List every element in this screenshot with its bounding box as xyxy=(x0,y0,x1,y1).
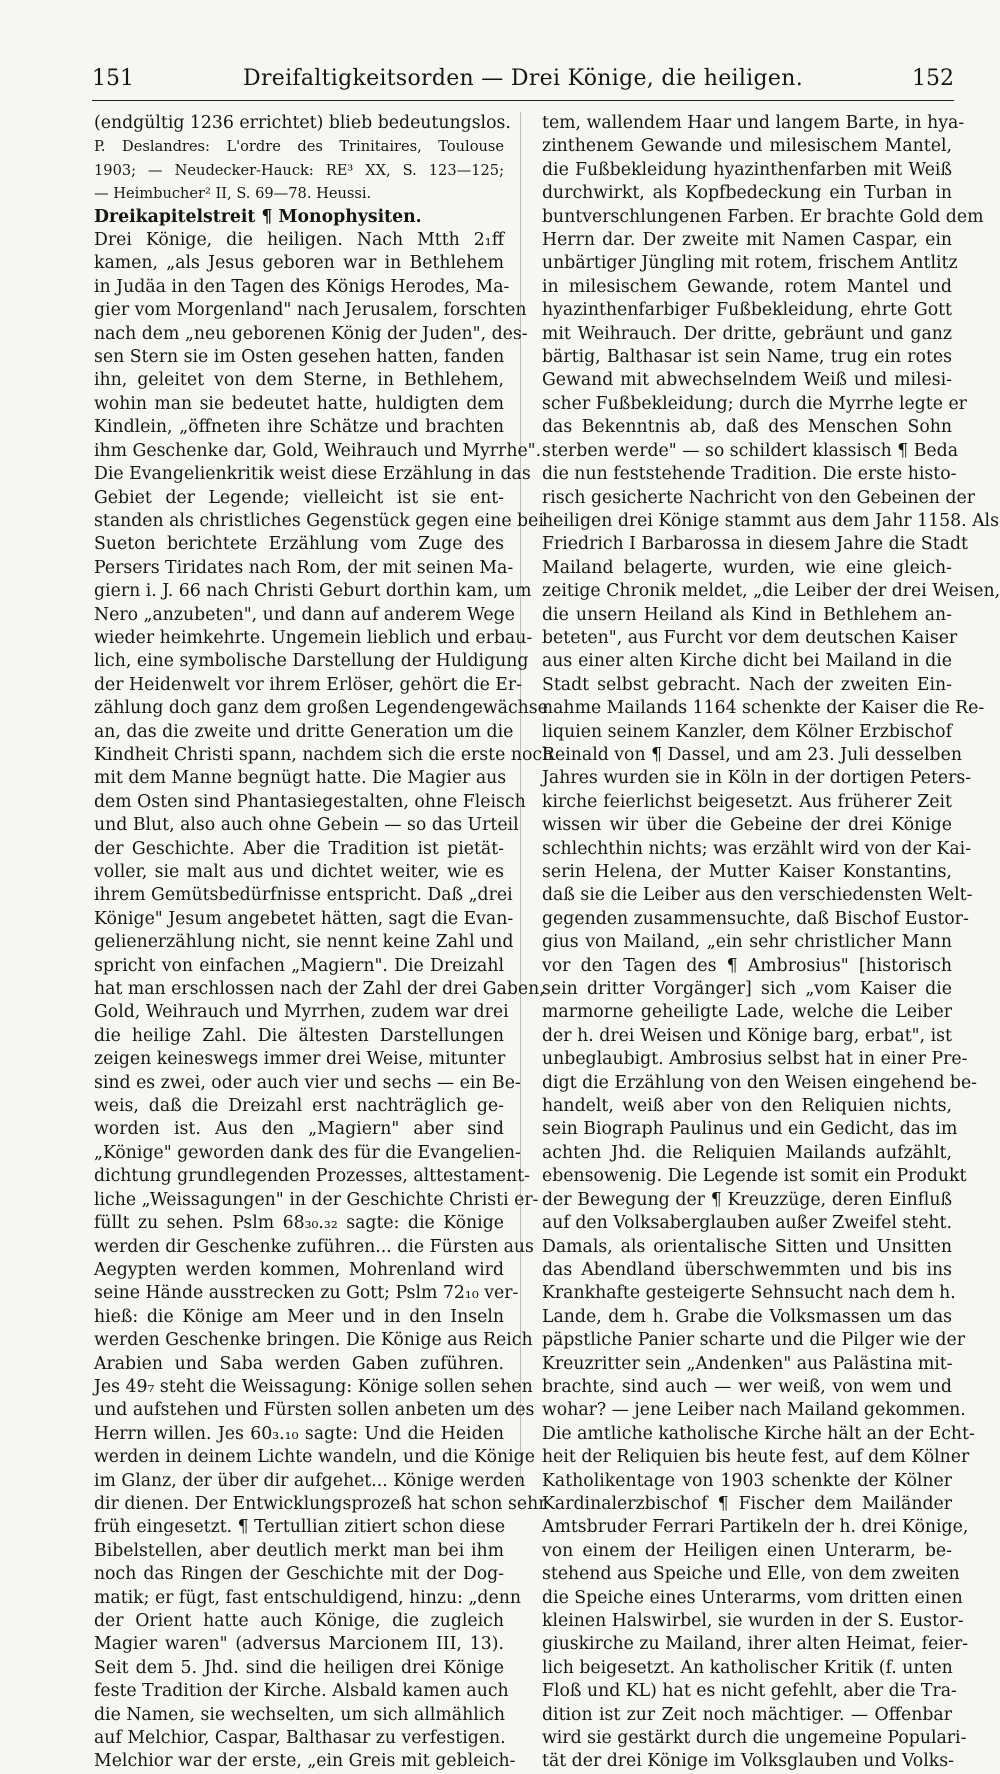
text-line: dir dienen. Der Entwicklungsprozeß hat schon sehr xyxy=(94,1493,547,1514)
text-line: Melchior war der erste, „ein Greis mit gebleich- xyxy=(94,1751,516,1772)
text-line: lich, eine symbolische Darstellung der Huldigung xyxy=(94,651,529,672)
text-line: daß sie die Leiber aus den verschiedensten Welt- xyxy=(542,885,973,906)
text-line: der Geschichte. Aber die Tradition ist pietät- xyxy=(94,838,504,859)
text-line: — Heimbucher² II, S. 69—78. Heussi. xyxy=(94,185,372,203)
text-line: giuskirche zu Mailand, ihrer alten Heimat, feier- xyxy=(542,1634,969,1655)
text-line: liquien seinem Kanzler, dem Kölner Erzbischof xyxy=(542,721,952,742)
text-line: kleinen Halswirbel, sie wurden in der S. Eustor- xyxy=(542,1611,964,1631)
text-line: 1903; — Neudecker-Hauck: RE³ XX, S. 123—125; xyxy=(94,161,504,179)
text-line: gier vom Morgenland" nach Jerusalem, forschten xyxy=(94,300,527,321)
text-line: Magier waren" (adversus Marcionem III, 13). xyxy=(94,1634,504,1655)
text-line: tem, wallendem Haar und langem Barte, in hya- xyxy=(542,113,965,133)
text-line: der Bewegung der ¶ Kreuzzüge, deren Einfluß xyxy=(542,1189,952,1210)
text-line: nahme Mailands 1164 schenkte der Kaiser die Re- xyxy=(542,698,985,719)
text-line: Dreikapitelstreit ¶ Monophysiten. xyxy=(94,206,422,227)
text-line: von einem der Heiligen einen Unterarm, be- xyxy=(542,1540,952,1561)
text-line: gius von Mailand, „ein sehr christlicher Mann xyxy=(542,932,952,953)
text-line: wissen wir über die Gebeine der drei Könige xyxy=(542,815,952,836)
text-line: Bibelstellen, aber deutlich merkt man bei ihm xyxy=(94,1540,504,1561)
text-line: Die Evangelienkritik weist diese Erzählung in das xyxy=(94,464,531,485)
text-line: hieß: die Könige am Meer und in den Inseln xyxy=(94,1306,504,1327)
text-line: Kindlein, „öffneten ihre Schätze und brachten xyxy=(94,417,504,438)
text-line: vor den Tagen des ¶ Ambrosius" [historisch xyxy=(542,955,952,976)
text-line: Gebiet der Legende; vielleicht ist sie ent- xyxy=(94,487,504,508)
text-line: standen als christliches Gegenstück gegen eine bei xyxy=(94,510,544,531)
text-line: in milesischem Gewande, rotem Mantel und xyxy=(542,276,952,297)
text-line: werden in deinem Lichte wandeln, und die Könige xyxy=(94,1447,535,1468)
text-line: liche „Weissagungen" in der Geschichte Christi er- xyxy=(94,1189,539,1210)
text-line: beteten", aus Furcht vor dem deutschen Kaiser xyxy=(542,627,958,648)
page-number-right: 152 xyxy=(912,65,954,91)
text-line: sein Biograph Paulinus und ein Gedicht, das im xyxy=(542,1119,958,1140)
text-line: wohin man sie bedeutet hatte, huldigten dem xyxy=(94,393,504,414)
right-column xyxy=(542,112,1000,1772)
text-line: Friedrich I Barbarossa in diesem Jahre die Stadt xyxy=(542,534,968,555)
text-line: Kardinalerzbischof ¶ Fischer dem Mailänder xyxy=(542,1493,952,1514)
text-line: unbärtiger Jüngling mit rotem, frischem Antlitz xyxy=(542,253,958,274)
text-line: dichtung grundlegenden Prozesses, alttestament- xyxy=(94,1166,530,1187)
text-line: das Abendland überschwemmten und bis ins xyxy=(542,1259,952,1280)
text-line: Lande, dem h. Grabe die Volksmassen um das xyxy=(542,1306,952,1327)
text-line: päpstliche Panier scharte und die Pilger wie der xyxy=(542,1330,965,1351)
text-line: Herrn willen. Jes 60₃.₁₀ sagte: Und die Heiden xyxy=(94,1423,504,1444)
text-line: Sueton berichtete Erzählung vom Zuge des xyxy=(94,534,504,555)
text-line: Amtsbruder Ferrari Partikeln der h. drei Könige, xyxy=(542,1517,969,1538)
text-line: Gewand mit abwechselndem Weiß und milesi- xyxy=(542,370,952,391)
text-line: feste Tradition der Kirche. Alsbald kamen auch xyxy=(94,1681,509,1702)
text-line: aus einer alten Kirche dicht bei Mailand in die xyxy=(542,651,952,672)
text-line: ihn, geleitet von dem Sterne, in Bethlehem, xyxy=(94,370,504,391)
text-line: handelt, weiß aber von den Reliquien nichts, xyxy=(542,1096,952,1117)
text-line: im Glanz, der über dir aufgehet... Könige werden xyxy=(94,1470,526,1491)
text-line: giern i. J. 66 nach Christi Geburt dorthin kam, um xyxy=(94,581,532,602)
text-line: auf den Volksaberglauben außer Zweifel steht. xyxy=(542,1213,952,1234)
text-line: dition ist zur Zeit noch mächtiger. — Offenbar xyxy=(542,1704,952,1725)
text-line: Die amtliche katholische Kirche hält an der Echt- xyxy=(542,1423,975,1444)
text-line: sind es zwei, oder auch vier und sechs — ein Be- xyxy=(94,1072,521,1093)
text-line: wieder heimkehrte. Ungemein lieblich und erbau- xyxy=(94,627,533,648)
text-line: das Bekenntnis ab, daß des Menschen Sohn xyxy=(542,417,952,438)
text-line: sein dritter Vorgänger] sich „vom Kaiser die xyxy=(542,979,952,1000)
text-line: gelienerzählung nicht, sie nennt keine Zahl und xyxy=(94,932,514,953)
text-line: Nero „anzubeten", und dann auf anderem Wege xyxy=(94,604,515,625)
header-rule xyxy=(92,100,954,101)
running-title: Dreifaltigkeitsorden — Drei Könige, die heiligen. xyxy=(243,65,803,91)
text-line: mit dem Manne begnügt hatte. Die Magier aus xyxy=(94,768,507,789)
text-line: brachte, sind auch — wer weiß, von wem und xyxy=(542,1376,952,1397)
text-line: serin Helena, der Mutter Kaiser Konstantins, xyxy=(542,862,952,882)
text-line: kamen, „als Jesus geboren war in Bethlehem xyxy=(94,253,504,274)
text-line: Kindheit Christi spann, nachdem sich die erste noch xyxy=(94,744,554,765)
text-line: digt die Erzählung von den Weisen eingehend be- xyxy=(542,1072,978,1093)
text-line: die Speiche eines Unterarms, vom dritten einen xyxy=(542,1587,963,1608)
text-line: der Heidenwelt vor ihrem Erlöser, gehört die Er- xyxy=(94,674,523,695)
text-line: Katholikentage von 1903 schenkte der Kölner xyxy=(542,1470,952,1491)
text-line: schlechthin nichts; was erzählt wird von der Kai- xyxy=(542,838,972,859)
text-line: dem Osten sind Phantasiegestalten, ohne Fleisch xyxy=(94,791,526,812)
text-line: stehend aus Speiche und Elle, von dem zweiten xyxy=(542,1564,960,1585)
text-line: Kreuzritter sein „Andenken" aus Palästina mit- xyxy=(542,1353,953,1374)
text-line: risch gesicherte Nachricht von den Gebeinen der xyxy=(542,487,975,508)
text-line: „Könige" geworden dank des für die Evangelien- xyxy=(94,1142,521,1163)
text-line: mit Weihrauch. Der dritte, gebräunt und ganz xyxy=(542,323,952,344)
text-line: Seit dem 5. Jhd. sind die heiligen drei Könige xyxy=(94,1657,504,1678)
text-line: der Orient hatte auch Könige, die zugleich xyxy=(94,1611,504,1631)
left-column xyxy=(94,112,554,1772)
text-line: und aufstehen und Fürsten sollen anbeten um des xyxy=(94,1400,535,1421)
text-line: in Judäa in den Tagen des Königs Herodes, Ma- xyxy=(94,276,510,297)
text-line: und Blut, also auch ohne Gebein — so das Urteil xyxy=(94,815,519,836)
text-line: durchwirkt, als Kopfbedeckung ein Turban in xyxy=(542,183,952,204)
text-line: früh eingesetzt. ¶ Tertullian zitiert schon diese xyxy=(94,1517,506,1538)
text-line: gegenden zusammensuchte, daß Bischof Eustor- xyxy=(542,908,969,929)
text-line: P. Deslandres: L'ordre des Trinitaires, Toulouse xyxy=(94,138,504,156)
text-line: hyazinthenfarbiger Fußbekleidung, ehrte Gott xyxy=(542,300,952,321)
text-line: zählung doch ganz dem großen Legendengewächse xyxy=(94,698,548,719)
text-line: kirche feierlichst beigesetzt. Aus früherer Zeit xyxy=(542,791,952,812)
text-line: an, das die zweite und dritte Generation um die xyxy=(94,721,514,742)
text-line: die nun feststehende Tradition. Die erste histo- xyxy=(542,464,957,485)
text-line: Jes 49₇ steht die Weissagung: Könige sollen sehen xyxy=(94,1376,533,1397)
text-line: hat man erschlossen nach der Zahl der drei Gaben, xyxy=(94,979,545,1000)
text-line: bärtig, Balthasar ist sein Name, trug ein rotes xyxy=(542,347,952,368)
text-line: lich beigesetzt. An katholischer Kritik (f. unten xyxy=(542,1657,953,1678)
text-line: Reinald von ¶ Dassel, und am 23. Juli desselben xyxy=(542,744,962,765)
text-line: die Fußbekleidung hyazinthenfarben mit Weiß xyxy=(542,159,952,180)
page-header xyxy=(92,58,954,98)
text-line: seine Hände ausstrecken zu Gott; Pslm 72₁₀ ver- xyxy=(94,1283,519,1304)
text-line: Persers Tiridates nach Rom, der mit seinen Ma- xyxy=(94,557,514,578)
text-line: Aegypten werden kommen, Mohrenland wird xyxy=(94,1259,504,1280)
text-line: Stadt selbst gebracht. Nach der zweiten Ein- xyxy=(542,674,952,695)
text-line: wird sie gestärkt durch die ungemeine Populari- xyxy=(542,1728,967,1749)
text-line: heit der Reliquien bis heute fest, auf dem Kölner xyxy=(542,1447,970,1468)
text-line: ihrem Gemütsbedürfnisse entspricht. Daß „drei xyxy=(94,885,513,906)
text-line: zeitige Chronik meldet, „die Leiber der drei Weisen, xyxy=(542,581,1000,602)
text-line: sen Stern sie im Osten gesehen hatten, fanden xyxy=(94,347,505,368)
text-line: zinthenem Gewande und milesischem Mantel, xyxy=(542,136,952,157)
text-line: ihm Geschenke dar, Gold, Weihrauch und Myrrhe". xyxy=(94,440,542,461)
text-line: Könige" Jesum angebetet hätten, sagt die Evan- xyxy=(94,908,514,929)
text-line: Damals, als orientalische Sitten und Unsitten xyxy=(542,1236,952,1257)
text-line: buntverschlungenen Farben. Er brachte Gold dem xyxy=(542,206,984,227)
text-line: ebensowenig. Die Legende ist somit ein Produkt xyxy=(542,1166,967,1187)
text-line: unbeglaubigt. Ambrosius selbst hat in einer Pre- xyxy=(542,1049,968,1070)
page-number-left: 151 xyxy=(92,65,134,91)
text-line: sterben werde" — so schildert klassisch ¶ Beda xyxy=(542,440,958,461)
text-line: scher Fußbekleidung; durch die Myrrhe legte er xyxy=(542,393,967,414)
text-line: (endgültig 1236 errichtet) blieb bedeutungslos. xyxy=(94,113,511,133)
text-line: Gold, Weihrauch und Myrrhen, zudem war drei xyxy=(94,1002,509,1023)
text-line: nach dem „neu geborenen König der Juden", des- xyxy=(94,323,528,344)
text-line: worden ist. Aus den „Magiern" aber sind xyxy=(94,1119,504,1140)
text-line: Arabien und Saba werden Gaben zuführen. xyxy=(94,1353,504,1374)
text-line: Herrn dar. Der zweite mit Namen Caspar, ein xyxy=(542,230,952,251)
text-line: werden dir Geschenke zuführen... die Fürsten aus xyxy=(94,1236,534,1257)
text-line: werden Geschenke bringen. Die Könige aus Reich xyxy=(94,1330,533,1351)
text-line: Mailand belagerte, wurden, wie eine gleich- xyxy=(542,557,952,578)
text-line: marmorne geheiligte Lade, welche die Leiber xyxy=(542,1002,952,1023)
text-line: auf Melchior, Caspar, Balthasar zu verfestigen. xyxy=(94,1728,506,1749)
text-line: Jahres wurden sie in Köln in der dortigen Peters- xyxy=(542,768,972,789)
text-line: Drei Könige, die heiligen. Nach Mtth 2₁ff xyxy=(94,230,504,251)
text-line: Floß und KL) hat es nicht gefehlt, aber die Tra- xyxy=(542,1681,957,1702)
text-line: tät der drei Könige im Volksglauben und Volks- xyxy=(542,1751,954,1772)
text-line: die heilige Zahl. Die ältesten Darstellungen xyxy=(94,1025,504,1046)
text-line: matik; er fügt, fast entschuldigend, hinzu: „denn xyxy=(94,1587,521,1608)
text-line: Krankhafte gesteigerte Sehnsucht nach dem h. xyxy=(542,1283,956,1304)
text-line: die Namen, sie wechselten, um sich allmählich xyxy=(94,1704,506,1725)
text-line: weis, daß die Dreizahl erst nachträglich ge- xyxy=(94,1096,504,1117)
text-line: voller, sie malt aus und dichtet weiter, wie es xyxy=(94,862,504,882)
text-line: wohar? — jene Leiber nach Mailand gekommen. xyxy=(542,1400,966,1421)
text-line: füllt zu sehen. Pslm 68₃₀.₃₂ sagte: die Könige xyxy=(94,1213,504,1234)
text-line: noch das Ringen der Geschichte mit der Dog- xyxy=(94,1564,504,1585)
text-line: heiligen drei Könige stammt aus dem Jahr 1158. Als xyxy=(542,510,999,531)
text-line: achten Jhd. die Reliquien Mailands aufzählt, xyxy=(542,1142,952,1163)
text-line: zeigen keineswegs immer drei Weise, mitunter xyxy=(94,1049,506,1070)
text-line: der h. drei Weisen und Könige barg, erbat", ist xyxy=(542,1025,952,1046)
text-line: spricht von einfachen „Magiern". Die Dreizahl xyxy=(94,955,504,976)
text-line: die unsern Heiland als Kind in Bethlehem an- xyxy=(542,604,952,625)
